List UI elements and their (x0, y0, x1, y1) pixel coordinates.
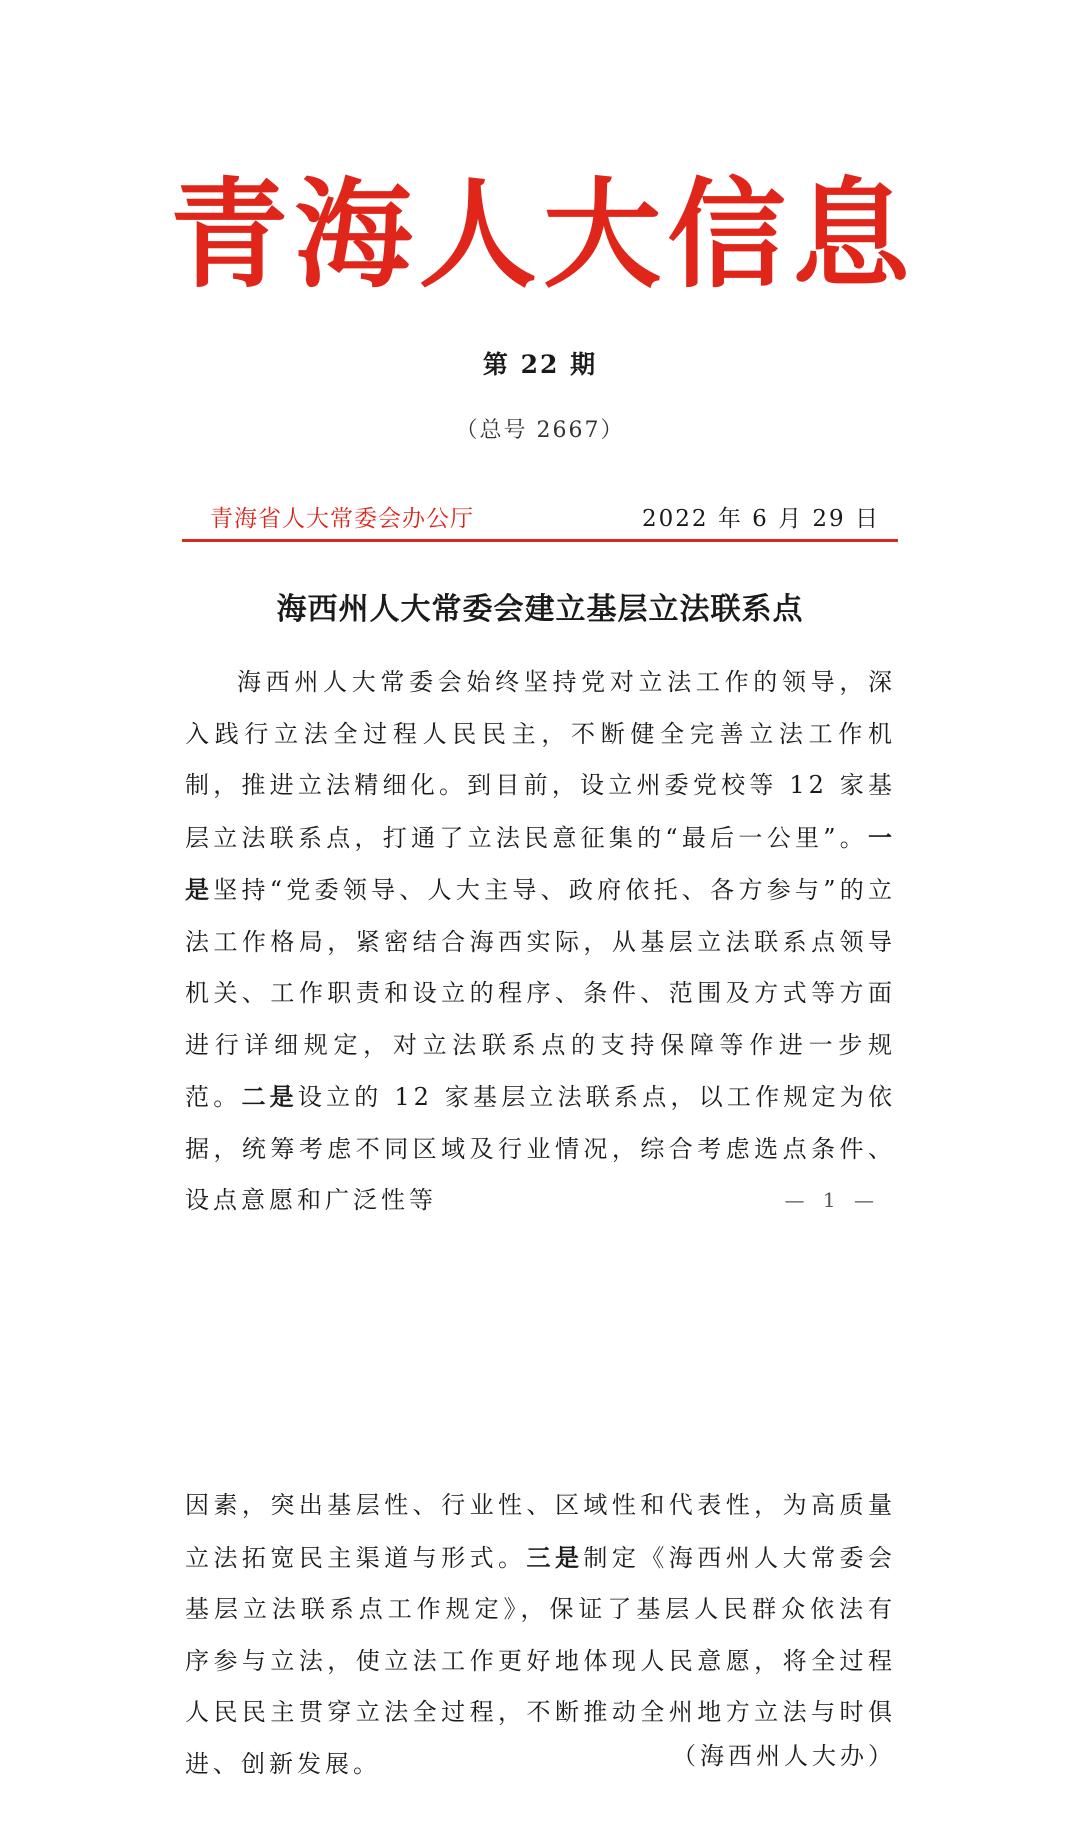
masthead-char: 息 (791, 165, 910, 304)
masthead-char: 大 (543, 165, 662, 304)
point-marker-2: 二是 (241, 1082, 298, 1111)
issue-date: 2022 年 6 月 29 日 (642, 506, 880, 532)
article-title: 海西州人大常委会建立基层立法联系点 (276, 592, 804, 627)
masthead-char: 信 (667, 165, 786, 304)
masthead-char: 青 (170, 165, 289, 304)
article-source: （海西州人大办） (672, 1742, 896, 1770)
masthead-char: 海 (294, 165, 413, 304)
article-paragraph-1 (185, 657, 896, 1227)
paragraph-text: 制定《海西州人大常委会基层立法联系点工作规定》，保证了基层人民群众依法有序参与立法，使立法工作更好地体现人民意愿，将全过程人民民主贯穿立法全过程，不断推动全州地方立法与时俱进、创新发展。 (185, 1543, 897, 1778)
masthead-char: 人 (418, 165, 537, 304)
paragraph-text: 坚持“党委领导、人大主导、政府依托、各方参与”的立法工作格局，紧密结合海西实际，从基层立法联系点领导机关、工作职责和设立的程序、条件、范围及方式等方面进行详细规定，对立法联系点的支持保障等作进一步规范。 (185, 876, 896, 1111)
issue-total-number: （总号 2667） (455, 418, 625, 443)
issue-number: 第 22 期 (482, 350, 598, 379)
page-number: — 1 — (784, 1188, 880, 1212)
paragraph-text: 设立的 12 家基层立法联系点，以工作规定为依据，统筹考虑不同区域及行业情况，综合考虑选点条件、设点意愿和广泛性等 (185, 1083, 897, 1214)
paragraph-text: 海西州人大常委会始终坚持党对立法工作的领导，深入践行立法全过程人民民主，不断健全完善立法工作机制，推进立法精细化。到目前，设立州委党校等 12 家基层立法联系点，打通了立法民意征集的“最后一公里”。 (185, 668, 896, 852)
issuing-office: 青海省人大常委会办公厅 (210, 506, 474, 532)
paragraph-text: 因素，突出基层性、行业性、区域性和代表性，为高质量立法拓宽民主渠道与形式。 (185, 1491, 896, 1572)
point-marker-1: 一是 (185, 822, 896, 904)
point-marker-3: 三是 (526, 1542, 584, 1572)
masthead-title (170, 160, 910, 310)
red-divider (182, 539, 898, 542)
